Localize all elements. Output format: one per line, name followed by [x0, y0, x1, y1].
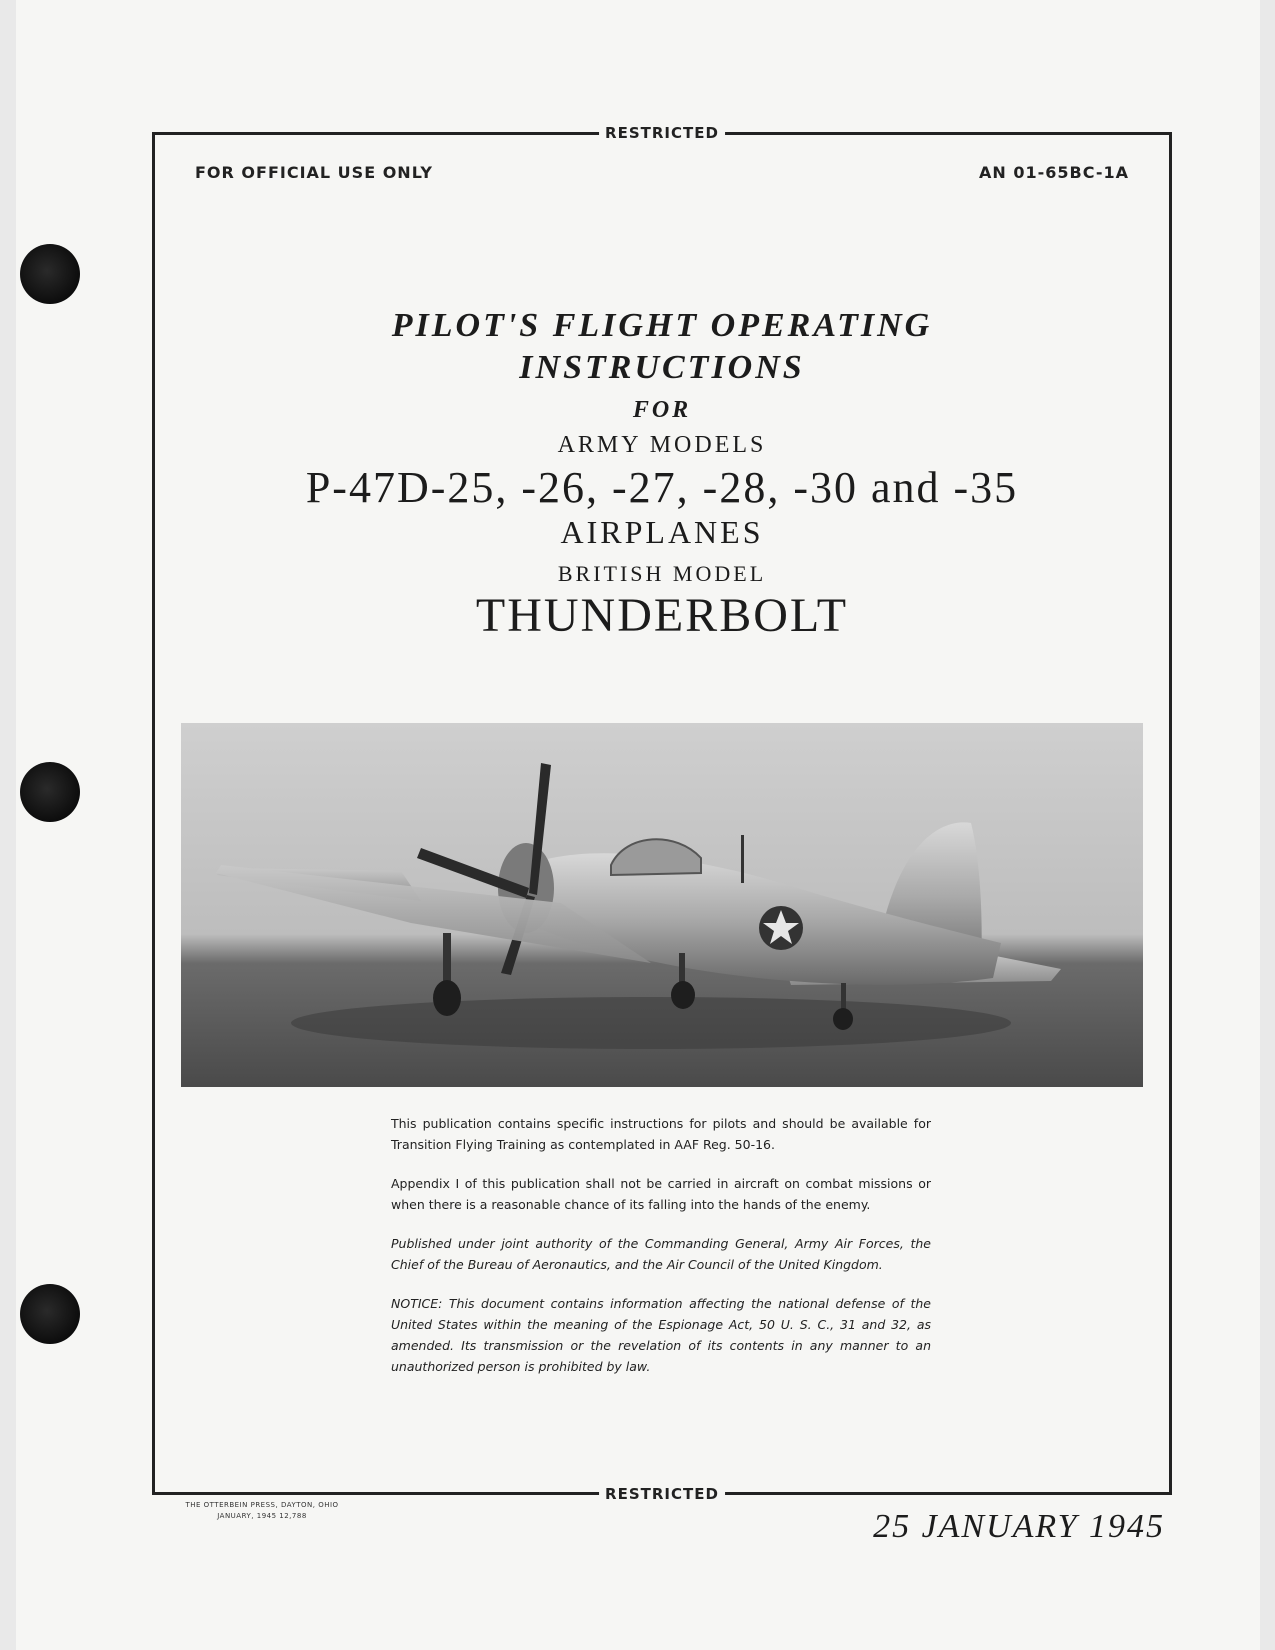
notice-paragraph-2: Appendix I of this publication shall not be carried in aircraft on combat missions or when there is a reasonable chance of its falling into the hands of the enemy.: [391, 1176, 931, 1212]
title-line-2: INSTRUCTIONS: [519, 349, 805, 386]
binder-hole-bottom: [20, 1284, 80, 1344]
cover-frame: [152, 124, 1172, 1503]
title-model-numbers: P-47D-25, -26, -27, -28, -30 and -35: [305, 463, 1019, 512]
binder-hole-top: [20, 244, 80, 304]
binder-hole-middle: [20, 762, 80, 822]
official-use-label: FOR OFFICIAL USE ONLY: [195, 163, 433, 182]
printer-imprint: [142, 1500, 382, 1522]
publication-date: 25 JANUARY 1945: [873, 1508, 1165, 1545]
restricted-banner-bottom: RESTRICTED: [599, 1485, 725, 1503]
notice-paragraph-1: This publication contains specific instructions for pilots and should be available for Transition Flying Training as contemplated in AAF Reg. 50-16.: [391, 1116, 931, 1152]
title-british-model: BRITISH MODEL: [557, 561, 767, 586]
title-line-1: PILOT'S FLIGHT OPERATING: [391, 307, 933, 344]
title-army-models: ARMY MODELS: [557, 432, 767, 458]
document-number: AN 01-65BC-1A: [979, 163, 1129, 182]
aircraft-photo-illustration: [181, 723, 1143, 1087]
title-for: FOR: [632, 397, 692, 423]
publication-notice: [391, 1113, 931, 1395]
printer-line-1: THE OTTERBEIN PRESS, DAYTON, OHIO: [185, 1501, 339, 1509]
title-block: [155, 305, 1169, 643]
notice-paragraph-4: NOTICE: This document contains information affecting the national defense of the United States within the meaning of the Espionage Act, 50 U. S. C., 31 and 32, as amended. Its transmission or the revelation of its contents in any manner to an unauthorized person is prohibited by law.: [391, 1296, 931, 1374]
notice-paragraph-3: Published under joint authority of the Commanding General, Army Air Forces, the Chief of the Bureau of Aeronautics, and the Air Council of the United Kingdom.: [391, 1236, 931, 1272]
title-airplanes: AIRPLANES: [560, 514, 764, 550]
printer-line-2: JANUARY, 1945 12,788: [217, 1512, 307, 1520]
title-thunderbolt: THUNDERBOLT: [475, 589, 849, 642]
aircraft-photo: [181, 723, 1143, 1087]
restricted-banner-top: RESTRICTED: [599, 124, 725, 142]
